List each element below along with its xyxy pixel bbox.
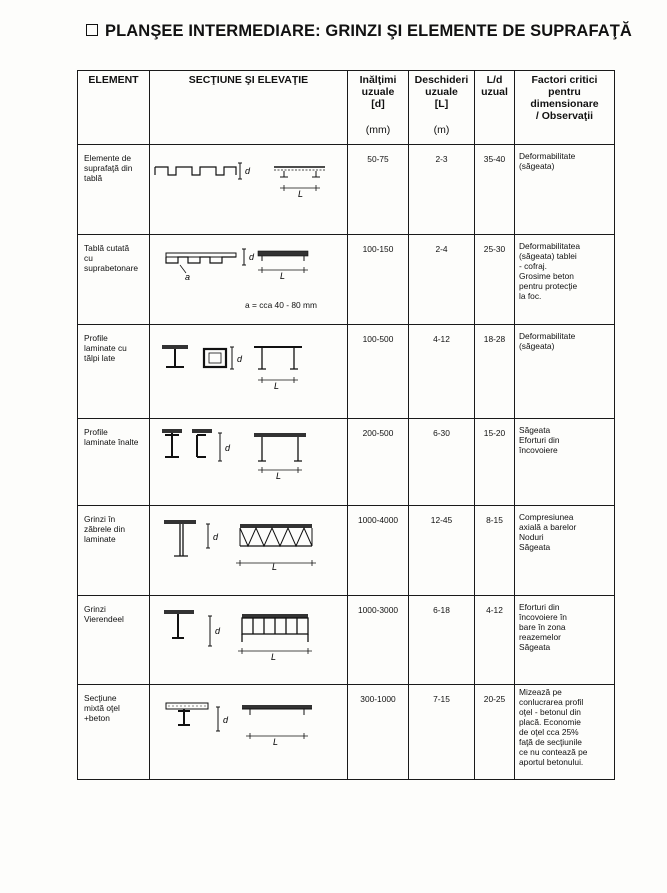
observations: Deformabilitate (săgeata) bbox=[515, 145, 615, 235]
span-value: 6-30 bbox=[409, 419, 475, 506]
composite-section-diagram bbox=[150, 685, 348, 778]
svg-text:d: d bbox=[237, 354, 243, 364]
section-diagram-composite bbox=[150, 685, 348, 780]
ld-value: 8-15 bbox=[475, 506, 515, 596]
height-value: 1000-4000 bbox=[348, 506, 409, 596]
page-title bbox=[86, 22, 632, 41]
header-element: ELEMENT bbox=[78, 71, 150, 145]
element-name: Tablă cutată cu suprabetonare bbox=[78, 235, 150, 325]
header-factors: Factori critici pentru dimensionare / Observaţii bbox=[515, 71, 615, 145]
section-diagram-truss bbox=[150, 506, 348, 596]
ld-value: 20-25 bbox=[475, 685, 515, 780]
section-diagram-vierendeel bbox=[150, 596, 348, 685]
ld-value: 35-40 bbox=[475, 145, 515, 235]
svg-text:L: L bbox=[271, 652, 277, 662]
checkbox-icon bbox=[86, 24, 98, 36]
vierendeel-diagram bbox=[150, 596, 348, 683]
svg-text:d: d bbox=[249, 252, 255, 262]
wide-flange-diagram bbox=[150, 325, 348, 417]
observations: Deformabilitatea (săgeata) tablei - cofraj. Grosime beton pentru protecţie la foc. bbox=[515, 235, 615, 325]
span-value: 2-4 bbox=[409, 235, 475, 325]
section-diagram-deep-profile bbox=[150, 419, 348, 506]
elements-table bbox=[77, 70, 615, 780]
svg-text:L: L bbox=[272, 562, 278, 572]
header-section: SECŢIUNE ŞI ELEVAŢIE bbox=[150, 71, 348, 145]
element-name: Elemente de suprafaţă din tablă bbox=[78, 145, 150, 235]
table-row bbox=[78, 596, 615, 685]
observations: Deformabilitate (săgeata) bbox=[515, 325, 615, 419]
span-value: 4-12 bbox=[409, 325, 475, 419]
height-value: 300-1000 bbox=[348, 685, 409, 780]
svg-text:d: d bbox=[213, 532, 219, 542]
observations: Eforturi din încovoiere în bare în zona reazemelor Săgeata bbox=[515, 596, 615, 685]
svg-text:d: d bbox=[223, 715, 229, 725]
table-row bbox=[78, 145, 615, 235]
deep-profile-diagram bbox=[150, 419, 348, 504]
element-name: Profile laminate cu tălpi late bbox=[78, 325, 150, 419]
ld-value: 18-28 bbox=[475, 325, 515, 419]
section-diagram-wide-flange bbox=[150, 325, 348, 419]
table-row bbox=[78, 419, 615, 506]
section-diagram-sheet bbox=[150, 145, 348, 235]
table-row bbox=[78, 685, 615, 780]
table-header-row bbox=[78, 71, 615, 145]
height-value: 100-500 bbox=[348, 325, 409, 419]
svg-text:d: d bbox=[215, 626, 221, 636]
ld-value: 25-30 bbox=[475, 235, 515, 325]
span-value: 2-3 bbox=[409, 145, 475, 235]
ld-value: 4-12 bbox=[475, 596, 515, 685]
element-name: Grinzi Vierendeel bbox=[78, 596, 150, 685]
sheet-diagram bbox=[150, 145, 348, 233]
svg-text:d: d bbox=[245, 166, 251, 176]
svg-text:a: a bbox=[185, 272, 191, 282]
svg-text:d: d bbox=[225, 443, 231, 453]
observations: Săgeata Eforturi din încovoiere bbox=[515, 419, 615, 506]
header-height: Inălţimi uzuale [d] (mm) bbox=[348, 71, 409, 145]
span-value: 7-15 bbox=[409, 685, 475, 780]
header-span: Deschideri uzuale [L] (m) bbox=[409, 71, 475, 145]
table-row bbox=[78, 506, 615, 596]
svg-text:L: L bbox=[276, 471, 282, 481]
svg-text:L: L bbox=[298, 189, 304, 199]
element-name: Secţiune mixtă oţel +beton bbox=[78, 685, 150, 780]
span-value: 12-45 bbox=[409, 506, 475, 596]
header-ld: L/d uzual bbox=[475, 71, 515, 145]
table-row bbox=[78, 325, 615, 419]
section-diagram-composite-sheet bbox=[150, 235, 348, 325]
observations: Compresiunea axială a barelor Noduri Săgeata bbox=[515, 506, 615, 596]
height-value: 50-75 bbox=[348, 145, 409, 235]
element-name: Grinzi în zăbrele din laminate bbox=[78, 506, 150, 596]
height-value: 200-500 bbox=[348, 419, 409, 506]
observations: Mizează pe conlucrarea profil oţel - betonul din placă. Economie de oţel cca 25% faţă de secţiunile ce nu contează pe aportul betonului. bbox=[515, 685, 615, 780]
ld-value: 15-20 bbox=[475, 419, 515, 506]
table-row bbox=[78, 235, 615, 325]
height-value: 1000-3000 bbox=[348, 596, 409, 685]
svg-text:L: L bbox=[273, 737, 279, 747]
truss-diagram bbox=[150, 506, 348, 594]
svg-text:L: L bbox=[274, 381, 280, 391]
height-value: 100-150 bbox=[348, 235, 409, 325]
svg-text:L: L bbox=[280, 271, 286, 281]
page-title-text: PLANŞEE INTERMEDIARE: GRINZI ŞI ELEMENTE DE SUPRAFAŢĂ bbox=[105, 22, 632, 40]
note-a: a = cca 40 - 80 mm bbox=[245, 300, 317, 310]
element-name: Profile laminate înalte bbox=[78, 419, 150, 506]
span-value: 6-18 bbox=[409, 596, 475, 685]
